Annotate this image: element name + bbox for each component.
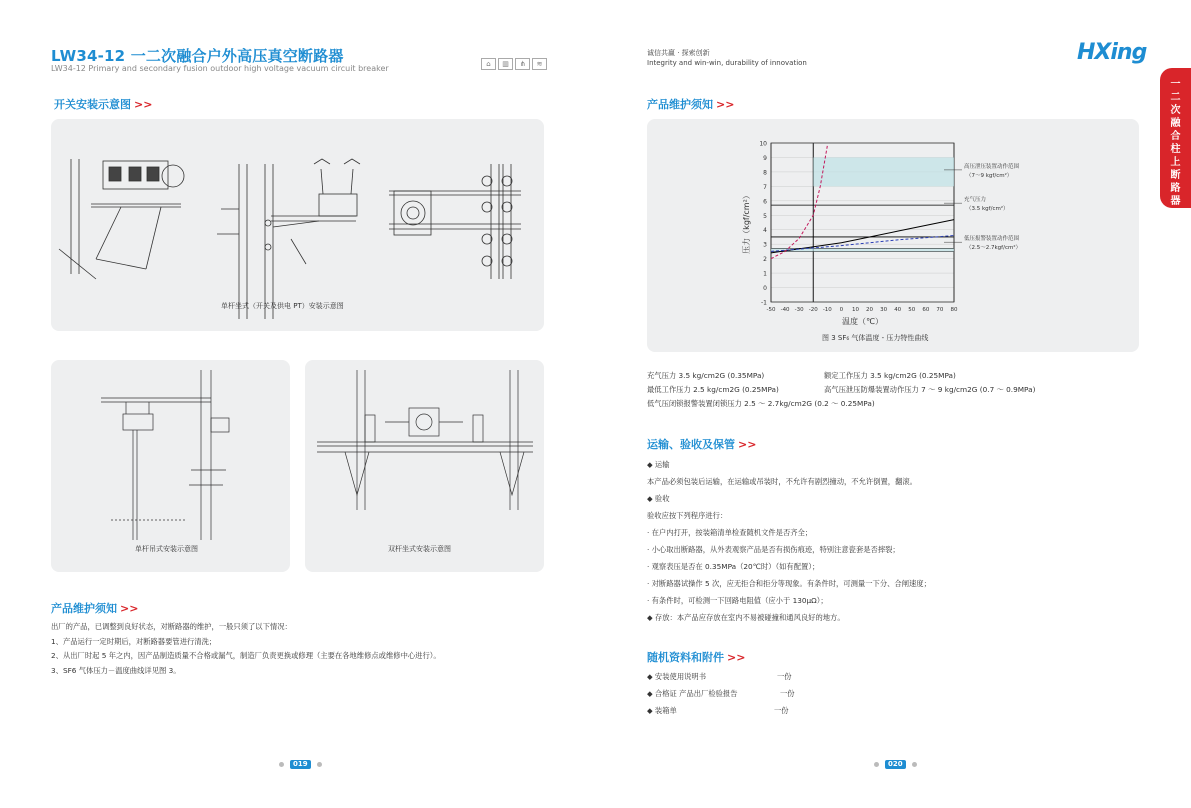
section-title-text: 产品维护须知 — [647, 98, 713, 111]
single-pole-hang-diagram — [51, 360, 290, 572]
chart-series-line — [771, 220, 954, 253]
section-title-install — [54, 96, 152, 112]
chart-annotation: 高压泄压装置动作范围 — [964, 163, 1020, 170]
list-item: 验收应按下列程序进行： — [647, 511, 728, 520]
header-icons — [481, 58, 547, 70]
tower-icon: ⋔ — [515, 58, 530, 70]
chart-y-tick-label: 9 — [763, 154, 767, 162]
side-tab-char: 上 — [1170, 157, 1181, 168]
chart-y-tick-label: 0 — [763, 285, 767, 293]
chart-panel — [647, 119, 1139, 352]
chart-x-tick-label: -20 — [808, 307, 818, 313]
spec-min-pressure: 最低工作压力 2.5 kg/cm2G (0.25MPa) — [647, 385, 779, 394]
slogan: 诚信共赢 · 探索创新 — [647, 49, 710, 57]
chart-annotation: 充气压力 — [964, 197, 987, 204]
page-number-right — [874, 760, 917, 769]
chart-y-tick-label: 5 — [763, 212, 767, 220]
slogan-en: Integrity and win-win, durability of innovation — [647, 59, 807, 67]
side-tab-char: 融 — [1170, 118, 1181, 129]
spec-fill-pressure: 充气压力 3.5 kg/cm2G (0.35MPa) — [647, 371, 765, 380]
side-tab-char: 合 — [1170, 131, 1181, 142]
single-pole-hang-panel — [51, 360, 290, 572]
chart-x-tick-label: 40 — [894, 307, 902, 313]
list-item: · 对断路器试操作 5 次，应无拒合和拒分等现象。有条件时，可测量一下分、合闸速度； — [647, 579, 931, 588]
chart-annotation-sub: （3.5 kgf/cm²） — [966, 206, 1009, 213]
pressure-temperature-chart — [647, 119, 1139, 352]
section-arrow: >> — [727, 651, 746, 664]
section-title-transport — [647, 436, 756, 452]
chart-x-tick-label: 80 — [950, 307, 958, 313]
section-title-text: 随机资料和附件 — [647, 651, 724, 664]
accessory-qty: 一份 — [777, 672, 792, 681]
chart-x-tick-label: 70 — [936, 307, 944, 313]
left-page — [0, 0, 595, 808]
section-arrow: >> — [716, 98, 735, 111]
chart-x-tick-label: 30 — [880, 307, 888, 313]
page-subtitle: LW34-12 Primary and secondary fusion outdoor high voltage vacuum circuit breaker — [51, 64, 389, 73]
chart-band — [813, 157, 954, 186]
caption-single-pole-hang: 单杆吊式安装示意图 — [135, 545, 198, 553]
accessory-qty: 一份 — [774, 706, 789, 715]
page-title: LW34-12 一二次融合户外高压真空断路器 — [51, 47, 344, 65]
double-pole-seat-diagram — [305, 360, 544, 572]
side-tab-char: 二 — [1170, 92, 1181, 103]
spec-low-pressure: 低气压闭锁报警装置闭锁压力 2.5 ～ 2.7kg/cm2G (0.2 ～ 0.25MPa) — [647, 399, 875, 408]
list-item: ◆ 存放：本产品应存放在室内不易被碰撞和通风良好的地方。 — [647, 613, 845, 622]
chart-x-tick-label: -40 — [780, 307, 790, 313]
chart-annotation-sub: （7～9 kgf/cm²） — [966, 172, 1013, 179]
chart-y-tick-label: 8 — [763, 169, 767, 177]
chart-ylabel: 压力（kgf/cm²） — [742, 191, 751, 254]
page-number-label: 019 — [290, 760, 311, 769]
chart-y-tick-label: 3 — [763, 241, 767, 249]
chart-x-tick-label: -50 — [766, 307, 776, 313]
list-item: 本产品必须包装后运输，在运输或吊装时，不允许有剧烈撞动，不允许倒置，翻滚。 — [647, 477, 917, 486]
grid-icon: ≋ — [532, 58, 547, 70]
list-item: · 在户内打开，按装箱清单检查随机文件是否齐全； — [647, 528, 813, 537]
accessory-name: ◆ 合格证 产品出厂检验报告 — [647, 689, 738, 698]
section-title-maintenance-right — [647, 96, 734, 112]
chart-x-tick-label: 10 — [851, 307, 859, 313]
chart-y-tick-label: 7 — [763, 183, 767, 191]
list-item: · 有条件时，可检测一下回路电阻值（应小于 130μΩ）； — [647, 596, 828, 605]
chart-x-tick-label: 0 — [839, 307, 844, 313]
side-tab — [1160, 68, 1191, 208]
chart-annotations — [944, 162, 1021, 251]
accessory-name: ◆ 装箱单 — [647, 706, 677, 715]
page-number — [279, 760, 322, 769]
chart-y-tick-label: -1 — [761, 299, 767, 307]
maint-line: 2、从出厂时起 5 年之内，因产品制造质量不合格或漏气，制造厂负责更换或修理（主要在各地维修点或维修中心进行）。 — [51, 651, 441, 660]
spec-high-pressure: 高气压泄压防爆装置动作压力 7 ～ 9 kg/cm2G (0.7 ～ 0.9MPa) — [824, 385, 1036, 394]
chart-y-tick-label: 4 — [763, 227, 767, 235]
double-pole-seat-panel — [305, 360, 544, 572]
list-item: ◆ 运输 — [647, 460, 670, 469]
chart-caption: 图 3 SF₆ 气体温度 - 压力特性曲线 — [822, 334, 929, 342]
accessory-qty: 一份 — [780, 689, 795, 698]
list-item: ◆ 验收 — [647, 494, 670, 503]
section-title-text: 产品维护须知 — [51, 602, 117, 615]
house-icon: ⌂ — [481, 58, 496, 70]
caption-single-pole-seat: 单杆坐式（开关及供电 PT）安装示意图 — [221, 302, 344, 310]
factory-icon: ▥ — [498, 58, 513, 70]
section-arrow: >> — [134, 98, 153, 111]
list-item: · 观察表压是否在 0.35MPa（20℃时）（如有配置）； — [647, 562, 820, 571]
spec-rated-pressure: 额定工作压力 3.5 kg/cm2G (0.25MPa) — [824, 371, 956, 380]
single-pole-seat-diagram — [51, 119, 544, 331]
chart-x-tick-label: -30 — [794, 307, 804, 313]
side-tab-char: 一 — [1170, 79, 1181, 90]
chart-annotation: 低压报警装置动作范围 — [964, 236, 1020, 243]
section-title-accessories — [647, 649, 745, 665]
section-title-maintenance — [51, 600, 138, 616]
chart-y-tick-label: 10 — [759, 140, 767, 148]
side-tab-char: 路 — [1170, 183, 1181, 194]
page-number-label: 020 — [885, 760, 906, 769]
transport-list — [647, 456, 931, 626]
chart-x-tick-label: 60 — [922, 307, 930, 313]
chart-y-tick-label: 6 — [763, 198, 767, 206]
section-arrow: >> — [738, 438, 757, 451]
side-tab-char: 器 — [1170, 196, 1181, 207]
chart-x-tick-label: -10 — [822, 307, 832, 313]
chart-annotation-sub: （2.5～2.7kgf/cm²） — [966, 245, 1022, 252]
chart-y-tick-label: 1 — [763, 270, 767, 278]
section-title-text: 开关安装示意图 — [54, 98, 131, 111]
section-arrow: >> — [120, 602, 139, 615]
chart-x-tick-label: 50 — [908, 307, 916, 313]
list-item: · 小心取出断路器，从外表观察产品是否有损伤痕迹，特别注意瓷套是否摔裂； — [647, 545, 900, 554]
caption-double-pole-seat: 双杆坐式安装示意图 — [388, 545, 451, 553]
dot-icon — [279, 762, 284, 767]
side-tab-char: 次 — [1170, 105, 1181, 116]
chart-xlabel: 温度（℃） — [842, 317, 883, 326]
install-diagram-panel — [51, 119, 544, 331]
dot-icon — [317, 762, 322, 767]
maint-line: 1、产品运行一定时期后，对断路器要管进行清洗； — [51, 636, 217, 646]
side-tab-char: 断 — [1170, 170, 1181, 181]
chart-y-tick-label: 2 — [763, 256, 767, 264]
maintenance-text — [51, 620, 441, 678]
maint-line: 3、SF6 气体压力－温度曲线详见图 3。 — [51, 665, 181, 675]
accessory-name: ◆ 安装使用说明书 — [647, 672, 707, 681]
dot-icon — [874, 762, 879, 767]
maint-line: 出厂的产品，已调整到良好状态，对断路器的维护，一般只须了以下情况： — [51, 622, 292, 631]
brand-logo: HXing — [1077, 40, 1147, 65]
section-title-text: 运输、验收及保管 — [647, 438, 735, 451]
chart-x-tick-label: 20 — [866, 307, 874, 313]
dot-icon — [912, 762, 917, 767]
side-tab-char: 柱 — [1170, 144, 1181, 155]
